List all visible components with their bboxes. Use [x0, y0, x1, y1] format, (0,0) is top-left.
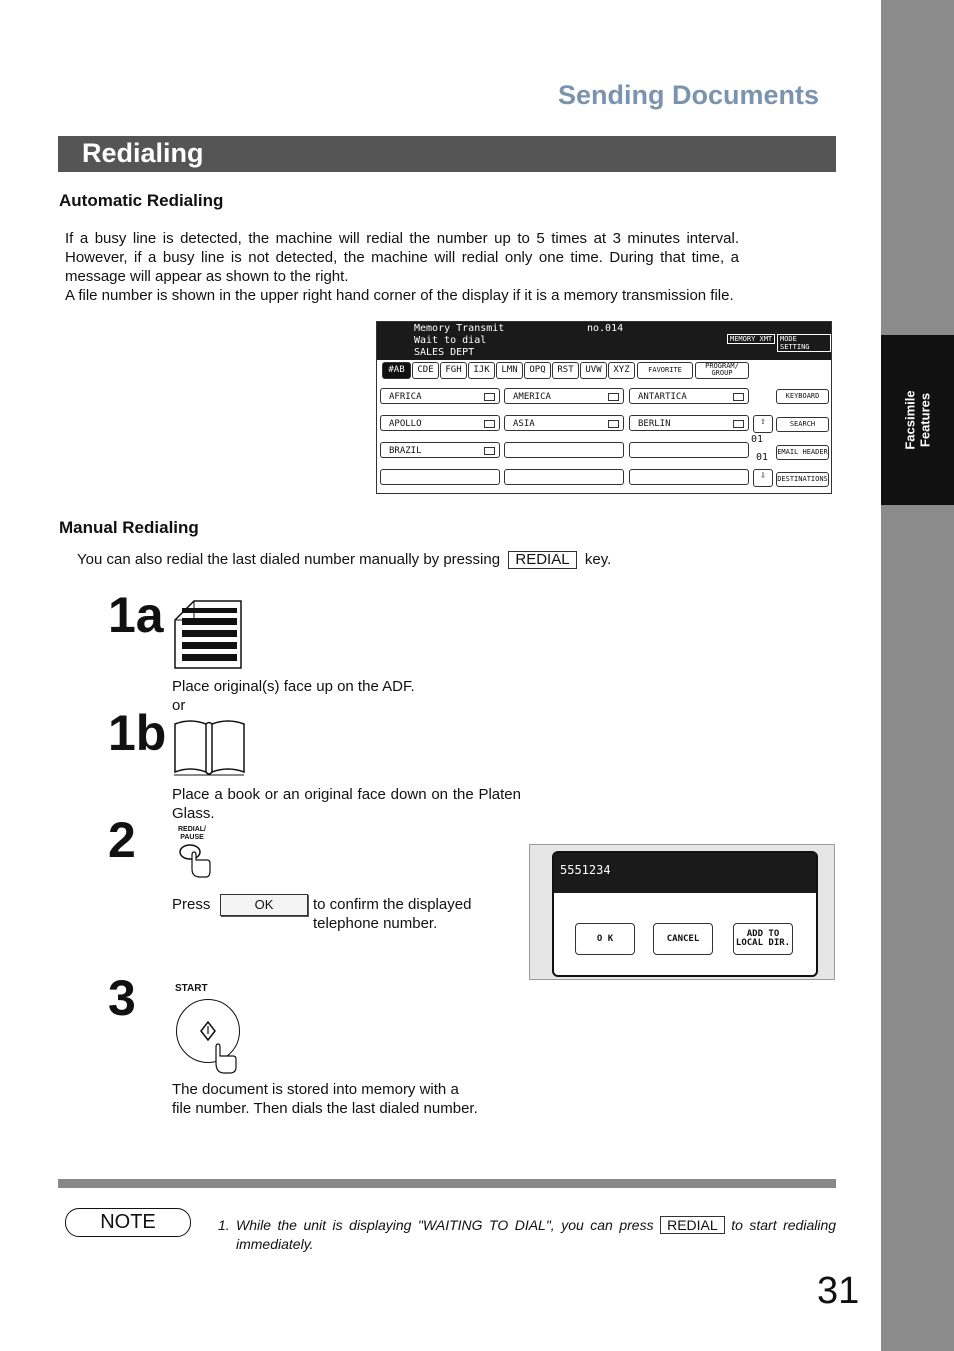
- step-1b-text: Place a book or an original face down on the Platen Glass.: [172, 786, 521, 822]
- entry-label: AMERICA: [513, 392, 551, 402]
- entry-apollo[interactable]: [380, 415, 500, 431]
- step-3-number: 3: [108, 970, 136, 1026]
- chapter-tab-label: [881, 335, 954, 505]
- lcd-number-bar: [554, 853, 816, 893]
- search-button[interactable]: SEARCH: [776, 417, 829, 432]
- entry-label: ANTARTICA: [638, 392, 687, 402]
- fax-icon: [733, 393, 744, 401]
- entry-brazil[interactable]: [380, 442, 500, 458]
- page-indicator-top: 01: [751, 434, 764, 445]
- tab-program-group[interactable]: PROGRAM/ GROUP: [695, 362, 749, 379]
- step-1b-number: 1b: [108, 705, 167, 761]
- auto-para1: If a busy line is detected, the machine will redial the number up to 5 times at 3 minutes interval. However, if a busy line is not detected, the machine will redial only one time. During that time, a message will appear as shown to the right.: [65, 230, 739, 285]
- tab-ab[interactable]: #AB: [382, 362, 411, 379]
- add-to-local-dir-button[interactable]: ADD TO LOCAL DIR.: [733, 923, 793, 955]
- manual-heading: Manual Redialing: [59, 518, 199, 537]
- dialed-number: 5551234: [560, 863, 611, 877]
- ok-key-label: OK: [220, 894, 308, 916]
- tab-rst[interactable]: RST: [552, 362, 579, 379]
- finger-press-icon: [208, 1043, 238, 1075]
- tab-uvw[interactable]: UVW: [580, 362, 607, 379]
- tab-favorite[interactable]: FAVORITE: [637, 362, 693, 379]
- manual-para: [77, 550, 611, 569]
- title-banner: [58, 136, 836, 172]
- lcd-line2: Wait to dial: [414, 335, 487, 346]
- arrow-down-icon: ⇩: [759, 470, 767, 481]
- arrow-up-icon: ⇧: [759, 416, 767, 427]
- memory-xmt-button[interactable]: MEMORY XMT: [727, 334, 775, 344]
- manual-text-after: key.: [584, 551, 612, 568]
- start-key-label: START: [175, 983, 208, 994]
- entry-empty[interactable]: [504, 442, 624, 458]
- email-icon: [484, 393, 495, 401]
- entry-label: APOLLO: [389, 419, 422, 429]
- entry-label: BERLIN: [638, 419, 671, 429]
- step-3-text: The document is stored into memory with a file number. Then dials the last dialed number.: [172, 1081, 478, 1117]
- lcd-status-bar: [377, 322, 831, 360]
- entry-empty[interactable]: [380, 469, 500, 485]
- lcd-display-memory-transmit: [376, 321, 832, 494]
- entry-empty[interactable]: [504, 469, 624, 485]
- tab-ijk[interactable]: IJK: [468, 362, 495, 379]
- mode-setting-button[interactable]: MODE SETTING: [777, 334, 831, 352]
- entry-label: BRAZIL: [389, 446, 422, 456]
- banner-title: Redialing: [82, 138, 204, 168]
- step-1a-number: 1a: [108, 587, 164, 643]
- tab-line1: Facsimile: [902, 390, 918, 450]
- tab-fgh[interactable]: FGH: [440, 362, 467, 379]
- entry-empty[interactable]: [629, 469, 749, 485]
- fax-icon: [608, 420, 619, 428]
- note-text: [218, 1216, 836, 1254]
- scroll-down-button[interactable]: [753, 469, 773, 487]
- book-icon: [172, 718, 246, 778]
- lcd-file-number: no.014: [587, 323, 624, 334]
- lcd-dialog: [552, 851, 818, 977]
- note-label: NOTE: [65, 1208, 191, 1237]
- entry-asia[interactable]: [504, 415, 624, 431]
- tab-opq[interactable]: OPQ: [524, 362, 551, 379]
- fax-icon: [484, 420, 495, 428]
- tab-line2: Features: [917, 392, 933, 448]
- lcd-line3: SALES DEPT: [414, 347, 475, 358]
- adf-document-icon: [174, 600, 242, 669]
- scroll-up-button[interactable]: [753, 415, 773, 433]
- entry-label: AFRICA: [389, 392, 422, 402]
- email-icon: [608, 393, 619, 401]
- tab-lmn[interactable]: LMN: [496, 362, 523, 379]
- entry-label: ASIA: [513, 419, 535, 429]
- step-1a-text: Place original(s) face up on the ADF.: [172, 678, 415, 695]
- email-header-button[interactable]: EMAIL HEADER: [776, 445, 829, 460]
- page-number: 31: [817, 1270, 860, 1312]
- entry-empty[interactable]: [629, 442, 749, 458]
- auto-para: [65, 229, 739, 305]
- section-title: Sending Documents: [558, 80, 820, 110]
- entry-america[interactable]: [504, 388, 624, 404]
- lcd-display-redial-number: [529, 844, 835, 980]
- entry-antartica[interactable]: [629, 388, 749, 404]
- step-2-after-text: to confirm the displayed telephone number.: [313, 896, 472, 932]
- auto-heading: Automatic Redialing: [59, 191, 224, 210]
- redial-pause-key-label: REDIAL/ PAUSE: [178, 826, 206, 841]
- redial-pause-key-icon: [178, 843, 212, 879]
- entry-berlin[interactable]: [629, 415, 749, 431]
- step-2-after: [313, 895, 518, 933]
- side-rail: [881, 0, 954, 1351]
- step-2-number: 2: [108, 812, 136, 868]
- divider-rule: [58, 1179, 836, 1188]
- tab-xyz[interactable]: XYZ: [608, 362, 635, 379]
- entry-africa[interactable]: [380, 388, 500, 404]
- note-redial-key: REDIAL: [660, 1216, 725, 1234]
- ok-button[interactable]: O K: [575, 923, 635, 955]
- note-after: to start redialing immediately.: [236, 1217, 837, 1252]
- note-before: While the unit is displaying "WAITING TO DIAL", you can press: [236, 1217, 654, 1233]
- redial-key-label: REDIAL: [508, 551, 576, 569]
- tab-cde[interactable]: CDE: [412, 362, 439, 379]
- note-index: 1.: [218, 1217, 230, 1233]
- destinations-button[interactable]: DESTINATIONS: [776, 472, 829, 487]
- press-text: Press: [172, 896, 211, 913]
- keyboard-button[interactable]: KEYBOARD: [776, 389, 829, 404]
- or-text: or: [172, 697, 186, 714]
- auto-para2: A file number is shown in the upper right hand corner of the display if it is a memory transmission file.: [65, 287, 734, 304]
- note-body: [236, 1216, 836, 1254]
- cancel-button[interactable]: CANCEL: [653, 923, 713, 955]
- page-indicator-bottom: 01: [756, 452, 769, 463]
- email-icon: [733, 420, 744, 428]
- lcd-line1: Memory Transmit: [414, 323, 505, 334]
- manual-text-before: You can also redial the last dialed number manually by pressing: [77, 551, 501, 568]
- email-icon: [484, 447, 495, 455]
